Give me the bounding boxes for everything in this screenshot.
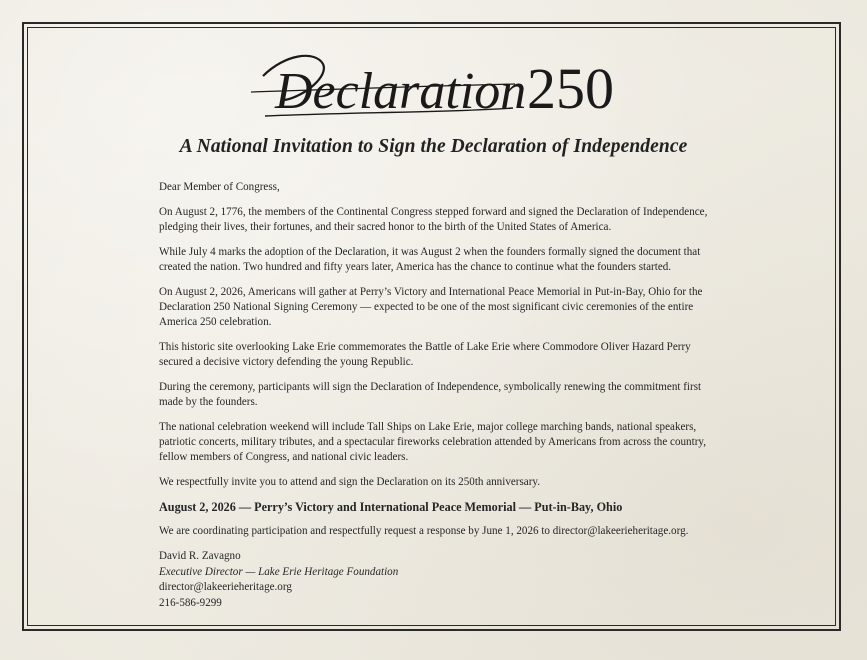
signer-role: Executive Director — Lake Erie Heritage Foundation: [159, 565, 399, 578]
title-script-word: Declaration: [275, 63, 527, 120]
rsvp-paragraph: We are coordinating participation and respectfully request a response by June 1, 2026 to director@lakeerieheritage.org.: [159, 525, 689, 537]
paragraph: This historic site overlooking Lake Erie commemorates the Battle of Lake Erie where Commodore Oliver Hazard Perry secured a decisive victory defending the young Republic.: [159, 341, 691, 368]
signer-email: director@lakeerieheritage.org: [159, 581, 292, 593]
paragraph: During the ceremony, participants will sign the Declaration of Independence, symbolically renewing the commitment first made by the founders.: [159, 381, 702, 408]
declaration-250-logo: [245, 46, 640, 132]
paragraph: The national celebration weekend will include Tall Ships on Lake Erie, major college marching bands, national speakers, patriotic concerts, military tributes, and a spectacular fireworks celebration attended by Americans from across the country, fellow members of Congress, and national civic leaders.: [159, 421, 706, 463]
salutation: Dear Member of Congress,: [159, 181, 280, 193]
letter-body: [159, 180, 719, 611]
subtitle: A National Invitation to Sign the Declaration of Independence: [179, 136, 688, 157]
paragraph: On August 2, 1776, the members of the Continental Congress stepped forward and signed the Declaration of Independence, pledging their lives, their fortunes, and their sacred honor to the birth of the United States of America.: [159, 206, 708, 233]
signature-block: [159, 549, 719, 611]
signer-phone: 216-586-9299: [159, 596, 222, 609]
paragraph: We respectfully invite you to attend and sign the Declaration on its 250th anniversary.: [159, 476, 541, 488]
signer-name: David R. Zavagno: [159, 550, 241, 562]
paragraph: On August 2, 2026, Americans will gather at Perry’s Victory and International Peace Memorial in Put-in-Bay, Ohio for the Declaration 250 National Signing Ceremony — expected to be one of the most significant civic ceremonies of the entire America 250 celebration.: [159, 286, 703, 328]
title-logo: [0, 46, 867, 132]
event-line: August 2, 2026 — Perry’s Victory and International Peace Memorial — Put-in-Bay, Ohio: [159, 500, 623, 514]
paragraph: While July 4 marks the adoption of the Declaration, it was August 2 when the founders formally signed the document that created the nation. Two hundred and fifty years later, America has the chance to continue what the founders started.: [159, 246, 701, 273]
title-number: 250: [527, 56, 614, 121]
